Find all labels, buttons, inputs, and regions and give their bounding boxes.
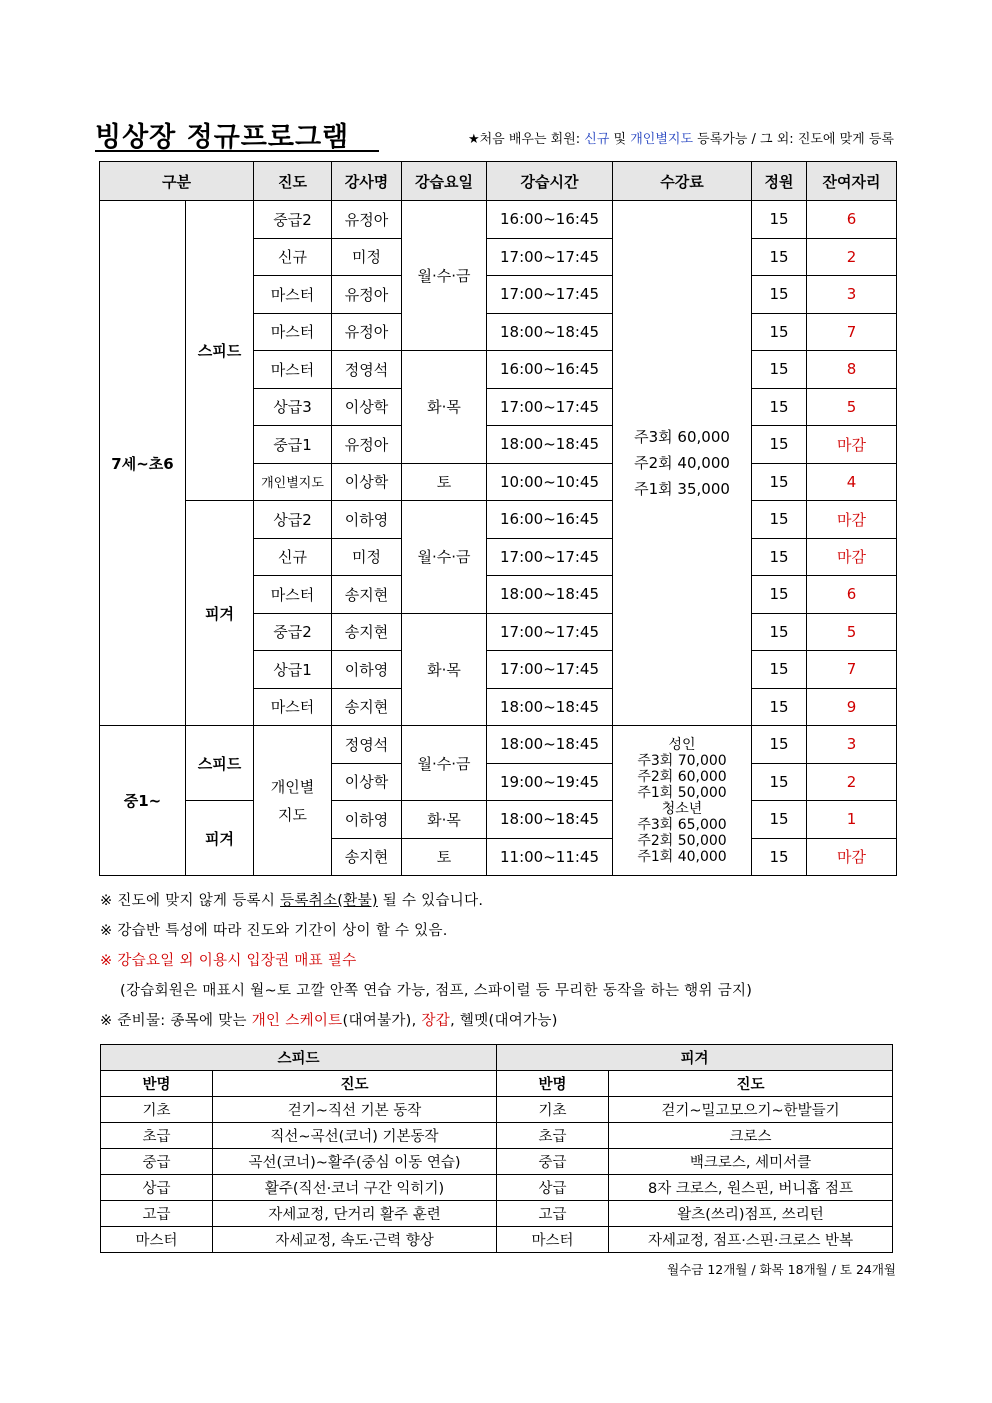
time-cell: 17:00~17:45 (487, 276, 613, 314)
table-header-row (100, 162, 897, 201)
note-and-text: 및 (609, 132, 631, 147)
time-cell: 16:00~16:45 (487, 201, 613, 239)
level-cell: 마스터 (254, 313, 332, 351)
speed-level-cell: 자세교정, 단거리 활주 훈련 (213, 1201, 497, 1227)
level-cell: 신규 (254, 538, 332, 576)
level-table-header-row (101, 1071, 893, 1097)
time-cell: 18:00~18:45 (487, 313, 613, 351)
note-private-text: 개인별지도 (630, 132, 694, 147)
capacity-cell: 15 (752, 238, 807, 276)
registration-note (468, 128, 894, 147)
note-text: ※ 준비물: 종목에 맞는 (100, 1013, 252, 1029)
capacity-cell: 15 (752, 651, 807, 689)
table-row (100, 501, 897, 539)
fee-line: 주2회 60,000 (637, 768, 727, 785)
title-underline (95, 150, 379, 152)
header-days: 강습요일 (402, 162, 487, 201)
instructor-cell: 미정 (332, 538, 402, 576)
header-level: 진도 (254, 162, 332, 201)
capacity-cell: 15 (752, 688, 807, 726)
time-cell: 17:00~17:45 (487, 613, 613, 651)
instructor-cell: 송지현 (332, 613, 402, 651)
group-teens: 중1~ (100, 726, 186, 876)
header-instructor: 강사명 (332, 162, 402, 201)
speed-level-cell: 곡선(코너)~활주(중심 이동 연습) (213, 1149, 497, 1175)
time-cell: 17:00~17:45 (487, 238, 613, 276)
capacity-cell: 15 (752, 501, 807, 539)
time-cell: 18:00~18:45 (487, 688, 613, 726)
class-cell: 초급 (101, 1123, 213, 1149)
fee-line: 주1회 50,000 (637, 784, 727, 801)
table-row (101, 1201, 893, 1227)
class-cell: 마스터 (101, 1227, 213, 1253)
notes-block (100, 886, 752, 1036)
instructor-cell: 이하영 (332, 801, 402, 839)
level-table-title-row (101, 1045, 893, 1071)
class-header: 반명 (497, 1071, 609, 1097)
remaining-cell: 2 (807, 238, 897, 276)
subgroup-figure-teens: 피겨 (186, 801, 254, 876)
class-cell: 기초 (101, 1097, 213, 1123)
class-cell: 중급 (497, 1149, 609, 1175)
level-cell: 마스터 (254, 688, 332, 726)
fee-cell-kids (613, 201, 752, 726)
level-cell: 신규 (254, 238, 332, 276)
fee-line: 주1회 35,000 (634, 480, 730, 498)
time-cell: 18:00~18:45 (487, 801, 613, 839)
instructor-cell: 정영석 (332, 351, 402, 389)
program-table (99, 161, 897, 876)
header-remaining: 잔여자리 (807, 162, 897, 201)
days-cell: 토 (402, 838, 487, 876)
subgroup-speed: 스피드 (186, 201, 254, 501)
note-text-underlined: 등록취소(환불) (280, 893, 378, 909)
capacity-cell: 15 (752, 801, 807, 839)
table-row (101, 1123, 893, 1149)
level-cell: 마스터 (254, 351, 332, 389)
class-cell: 상급 (101, 1175, 213, 1201)
figure-level-cell: 걷기~밀고모으기~한발들기 (609, 1097, 893, 1123)
instructor-cell: 유정아 (332, 276, 402, 314)
level-cell: 개인별지도 (254, 463, 332, 501)
time-cell: 17:00~17:45 (487, 388, 613, 426)
figure-level-cell: 크로스 (609, 1123, 893, 1149)
speed-level-cell: 자세교정, 속도·근력 향상 (213, 1227, 497, 1253)
speed-title: 스피드 (101, 1045, 497, 1071)
instructor-cell: 이상학 (332, 388, 402, 426)
instructor-cell: 미정 (332, 238, 402, 276)
capacity-cell: 15 (752, 613, 807, 651)
remaining-cell: 5 (807, 613, 897, 651)
note-text-red: 개인 스케이트 (251, 1013, 343, 1029)
time-cell: 17:00~17:45 (487, 538, 613, 576)
note-rest-text: 등록가능 / 그 외: 진도에 맞게 등록 (693, 132, 894, 147)
remaining-cell: 7 (807, 651, 897, 689)
note-text-red: 장갑 (421, 1013, 451, 1029)
days-cell: 월·수·금 (402, 501, 487, 614)
days-cell: 화·목 (402, 801, 487, 839)
remaining-cell: 마감 (807, 538, 897, 576)
note-line: (강습회원은 매표시 월~토 고깔 안쪽 연습 가능, 점프, 스파이럴 등 무리한 동작을 하는 행위 금지) (120, 983, 753, 999)
instructor-cell: 유정아 (332, 426, 402, 464)
fee-line: 성인 (668, 736, 696, 753)
fee-line: 주1회 40,000 (637, 848, 727, 865)
note-new-text: 신규 (584, 132, 610, 147)
speed-level-cell: 직선~곡선(코너) 기본동작 (213, 1123, 497, 1149)
header-capacity: 정원 (752, 162, 807, 201)
class-cell: 마스터 (497, 1227, 609, 1253)
remaining-cell: 3 (807, 276, 897, 314)
remaining-cell: 마감 (807, 838, 897, 876)
note-line: ※ 강습요일 외 이용시 입장권 매표 필수 (100, 953, 357, 969)
instructor-cell: 송지현 (332, 576, 402, 614)
capacity-cell: 15 (752, 276, 807, 314)
days-cell: 화·목 (402, 613, 487, 726)
table-row (100, 726, 897, 764)
remaining-cell: 7 (807, 313, 897, 351)
remaining-cell: 9 (807, 688, 897, 726)
note-text: (대여불가), (342, 1013, 422, 1029)
class-cell: 기초 (497, 1097, 609, 1123)
note-line: ※ 강습반 특성에 따라 진도와 기간이 상이 할 수 있음. (100, 923, 448, 939)
instructor-cell: 이상학 (332, 763, 402, 801)
level-header: 진도 (609, 1071, 893, 1097)
header-time: 강습시간 (487, 162, 613, 201)
days-cell: 토 (402, 463, 487, 501)
level-table (100, 1044, 893, 1253)
remaining-cell: 마감 (807, 426, 897, 464)
remaining-cell: 1 (807, 801, 897, 839)
note-text: ※ 진도에 맞지 않게 등록시 (100, 893, 281, 909)
speed-level-cell: 활주(직선·코너 구간 익히기) (213, 1175, 497, 1201)
page-title: 빙상장 정규프로그램 (95, 122, 350, 153)
remaining-cell: 5 (807, 388, 897, 426)
capacity-cell: 15 (752, 313, 807, 351)
capacity-cell: 15 (752, 426, 807, 464)
capacity-cell: 15 (752, 576, 807, 614)
capacity-cell: 15 (752, 351, 807, 389)
fee-line: 청소년 (661, 800, 703, 817)
table-row (100, 801, 897, 839)
time-cell: 10:00~10:45 (487, 463, 613, 501)
level-cell: 마스터 (254, 276, 332, 314)
instructor-cell: 이하영 (332, 501, 402, 539)
instructor-cell: 정영석 (332, 726, 402, 764)
days-cell: 화·목 (402, 351, 487, 464)
instructor-cell: 이하영 (332, 651, 402, 689)
capacity-cell: 15 (752, 838, 807, 876)
level-cell: 중급1 (254, 426, 332, 464)
remaining-cell: 4 (807, 463, 897, 501)
level-header: 진도 (213, 1071, 497, 1097)
class-header: 반명 (101, 1071, 213, 1097)
capacity-cell: 15 (752, 201, 807, 239)
instructor-cell: 송지현 (332, 688, 402, 726)
level-cell: 상급3 (254, 388, 332, 426)
figure-title: 피겨 (497, 1045, 893, 1071)
fee-cell-teens (613, 726, 752, 876)
subgroup-figure: 피겨 (186, 501, 254, 726)
note-text: 될 수 있습니다. (377, 893, 484, 909)
figure-level-cell: 왈츠(쓰리)점프, 쓰리턴 (609, 1201, 893, 1227)
figure-level-cell: 자세교정, 점프·스핀·크로스 반복 (609, 1227, 893, 1253)
capacity-cell: 15 (752, 388, 807, 426)
level-cell: 마스터 (254, 576, 332, 614)
group-kids: 7세~초6 (100, 201, 186, 726)
fee-line: 주3회 70,000 (637, 752, 727, 769)
time-cell: 18:00~18:45 (487, 426, 613, 464)
level-private-cell: 개인별 지도 (254, 726, 332, 876)
level-cell: 중급2 (254, 613, 332, 651)
level-cell: 상급1 (254, 651, 332, 689)
time-cell: 18:00~18:45 (487, 726, 613, 764)
remaining-cell: 6 (807, 201, 897, 239)
note-line (100, 886, 752, 916)
period-footer: 월수금 12개월 / 화목 18개월 / 토 24개월 (667, 1262, 896, 1277)
note-line (100, 1006, 752, 1036)
table-row (101, 1149, 893, 1175)
remaining-cell: 8 (807, 351, 897, 389)
capacity-cell: 15 (752, 463, 807, 501)
remaining-cell: 3 (807, 726, 897, 764)
instructor-cell: 유정아 (332, 201, 402, 239)
table-row (100, 201, 897, 239)
class-cell: 고급 (497, 1201, 609, 1227)
figure-level-cell: 8자 크로스, 원스핀, 버니홉 점프 (609, 1175, 893, 1201)
note-star-text: ★처음 배우는 회원: (467, 132, 585, 147)
level-cell: 중급2 (254, 201, 332, 239)
remaining-cell: 6 (807, 576, 897, 614)
class-cell: 고급 (101, 1201, 213, 1227)
header-fee: 수강료 (613, 162, 752, 201)
note-text: , 헬멧(대여가능) (450, 1013, 558, 1029)
class-cell: 초급 (497, 1123, 609, 1149)
capacity-cell: 15 (752, 763, 807, 801)
level-cell: 상급2 (254, 501, 332, 539)
fee-line: 주3회 65,000 (637, 816, 727, 833)
instructor-cell: 유정아 (332, 313, 402, 351)
capacity-cell: 15 (752, 538, 807, 576)
table-row (101, 1227, 893, 1253)
time-cell: 16:00~16:45 (487, 501, 613, 539)
instructor-cell: 송지현 (332, 838, 402, 876)
remaining-cell: 2 (807, 763, 897, 801)
days-cell: 월·수·금 (402, 201, 487, 351)
header-category: 구분 (100, 162, 254, 201)
figure-level-cell: 백크로스, 세미서클 (609, 1149, 893, 1175)
fee-line: 주2회 40,000 (634, 454, 730, 472)
remaining-cell: 마감 (807, 501, 897, 539)
fee-line: 주2회 50,000 (637, 832, 727, 849)
class-cell: 중급 (101, 1149, 213, 1175)
time-cell: 11:00~11:45 (487, 838, 613, 876)
fee-line: 주3회 60,000 (634, 428, 730, 446)
instructor-cell: 이상학 (332, 463, 402, 501)
class-cell: 상급 (497, 1175, 609, 1201)
capacity-cell: 15 (752, 726, 807, 764)
table-row (101, 1097, 893, 1123)
time-cell: 16:00~16:45 (487, 351, 613, 389)
speed-level-cell: 걷기~직선 기본 동작 (213, 1097, 497, 1123)
time-cell: 17:00~17:45 (487, 651, 613, 689)
subgroup-speed-teens: 스피드 (186, 726, 254, 801)
time-cell: 19:00~19:45 (487, 763, 613, 801)
time-cell: 18:00~18:45 (487, 576, 613, 614)
days-cell: 월·수·금 (402, 726, 487, 801)
table-row (101, 1175, 893, 1201)
